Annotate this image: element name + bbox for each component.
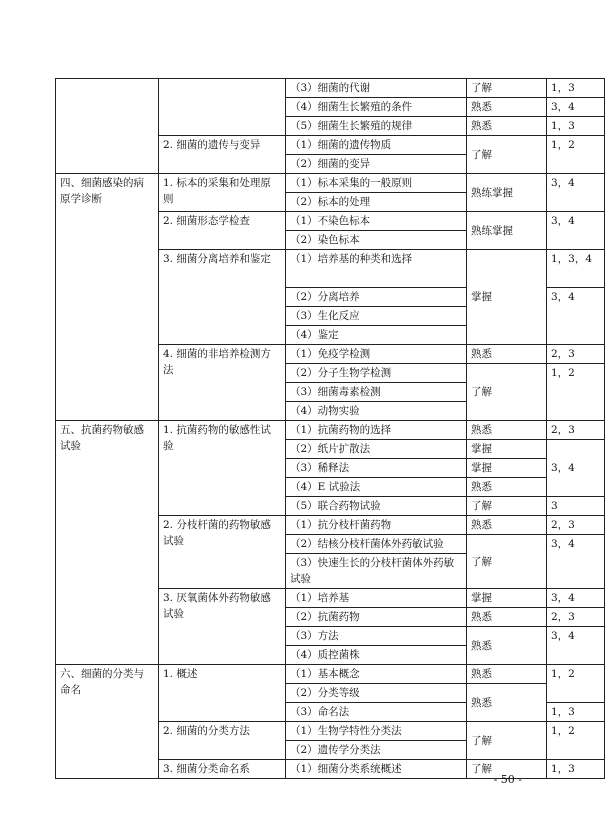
hours-cell: 3，4	[547, 440, 605, 497]
hours-cell: 1，2	[547, 665, 605, 703]
content-cell: （4）质控菌株	[286, 646, 467, 665]
content-cell: （2）染色标本	[286, 231, 467, 250]
hours-cell: 1，2	[547, 136, 605, 174]
syllabus-table	[55, 78, 605, 779]
hours-cell: 1，2	[547, 722, 605, 760]
content-cell: （2）纸片扩散法	[286, 440, 467, 459]
requirement-cell: 掌握	[467, 440, 547, 459]
hours-cell: 2，3	[547, 345, 605, 364]
hours-cell: 3，4	[547, 98, 605, 117]
hours-cell: 3，4	[547, 535, 605, 589]
hours-cell: 3，4	[547, 589, 605, 608]
hours-cell: 1，3	[547, 79, 605, 98]
content-cell: （1）抗分枝杆菌药物	[286, 516, 467, 535]
requirement-cell: 掌握	[467, 250, 547, 345]
topic-cell: 4. 细菌的非培养检测方法	[159, 345, 286, 421]
requirement-cell: 熟悉	[467, 478, 547, 497]
hours-cell: 1，3	[547, 760, 605, 779]
topic-cell: 1. 标本的采集和处理原则	[159, 174, 286, 212]
topic-cell	[159, 79, 286, 136]
hours-cell: 1，2	[547, 364, 605, 421]
content-cell: （3）命名法	[286, 703, 467, 722]
content-cell: （4）E 试验法	[286, 478, 467, 497]
content-cell: （1）细菌分类系统概述	[286, 760, 467, 779]
content-cell: （1）抗菌药物的选择	[286, 421, 467, 440]
requirement-cell: 熟悉	[467, 627, 547, 665]
requirement-cell: 熟悉	[467, 684, 547, 722]
content-cell: （4）动物实验	[286, 402, 467, 421]
unit-cell: 五、抗菌药物敏感试验	[56, 421, 159, 665]
content-cell: （2）分子生物学检测	[286, 364, 467, 383]
content-cell: （1）基本概念	[286, 665, 467, 684]
hours-cell: 3，4	[547, 627, 605, 665]
table-row	[56, 665, 605, 684]
content-cell: （5）细菌生长繁殖的规律	[286, 117, 467, 136]
hours-cell: 3，4	[547, 174, 605, 212]
hours-cell: 1，3	[547, 117, 605, 136]
content-cell: （2）抗菌药物	[286, 608, 467, 627]
topic-cell: 1. 概述	[159, 665, 286, 722]
content-cell: （1）细菌的遗传物质	[286, 136, 467, 155]
requirement-cell: 了解	[467, 497, 547, 516]
hours-cell: 2，3	[547, 421, 605, 440]
table-row	[56, 174, 605, 193]
unit-cell: 四、细菌感染的病原学诊断	[56, 174, 159, 421]
requirement-cell: 了解	[467, 722, 547, 760]
requirement-cell: 熟练掌握	[467, 174, 547, 212]
content-cell: （4）鉴定	[286, 326, 467, 345]
requirement-cell: 了解	[467, 136, 547, 174]
requirement-cell: 熟悉	[467, 98, 547, 117]
content-cell: （1）标本采集的一般原则	[286, 174, 467, 193]
requirement-cell: 熟练掌握	[467, 212, 547, 250]
content-cell: （2）遗传学分类法	[286, 741, 467, 760]
content-cell: （3）稀释法	[286, 459, 467, 478]
requirement-cell: 熟悉	[467, 345, 547, 364]
content-cell: （3）细菌的代谢	[286, 79, 467, 98]
content-cell: （1）培养基的种类和选择	[286, 250, 467, 288]
topic-cell: 2. 分枝杆菌的药物敏感试验	[159, 516, 286, 589]
hours-cell: 3，4	[547, 212, 605, 250]
content-cell: （2）分离培养	[286, 288, 467, 307]
content-cell: （2）分类等级	[286, 684, 467, 703]
unit-cell: 六、细菌的分类与命名	[56, 665, 159, 779]
requirement-cell: 掌握	[467, 459, 547, 478]
hours-cell: 3，4	[547, 288, 605, 345]
content-cell: （3）方法	[286, 627, 467, 646]
hours-cell: 1，3，4	[547, 250, 605, 288]
topic-cell: 2. 细菌的遗传与变异	[159, 136, 286, 174]
content-cell: （4）细菌生长繁殖的条件	[286, 98, 467, 117]
hours-cell: 1，3	[547, 703, 605, 722]
content-cell: （3）快速生长的分枝杆菌体外药敏试验	[286, 554, 467, 589]
content-cell: （1）免疫学检测	[286, 345, 467, 364]
requirement-cell: 熟悉	[467, 516, 547, 535]
hours-cell: 3	[547, 497, 605, 516]
topic-cell: 3. 厌氧菌体外药物敏感试验	[159, 589, 286, 665]
content-cell: （3）生化反应	[286, 307, 467, 326]
content-cell: （1）不染色标本	[286, 212, 467, 231]
unit-cell	[56, 79, 159, 174]
requirement-cell: 了解	[467, 760, 547, 779]
topic-cell: 2. 细菌的分类方法	[159, 722, 286, 760]
content-cell: （2）细菌的变异	[286, 155, 467, 174]
table-row	[56, 421, 605, 440]
topic-cell: 3. 细菌分离培养和鉴定	[159, 250, 286, 345]
content-cell: （1）培养基	[286, 589, 467, 608]
hours-cell: 2，3	[547, 516, 605, 535]
requirement-cell: 熟悉	[467, 608, 547, 627]
requirement-cell: 熟悉	[467, 665, 547, 684]
requirement-cell: 了解	[467, 535, 547, 589]
content-cell: （3）细菌毒素检测	[286, 383, 467, 402]
content-cell: （1）生物学特性分类法	[286, 722, 467, 741]
hours-cell: 2，3	[547, 608, 605, 627]
requirement-cell: 了解	[467, 79, 547, 98]
requirement-cell: 了解	[467, 364, 547, 421]
table-row	[56, 79, 605, 98]
content-cell: （5）联合药物试验	[286, 497, 467, 516]
content-cell: （2）结核分枝杆菌体外药敏试验	[286, 535, 467, 554]
topic-cell: 3. 细菌分类命名系	[159, 760, 286, 779]
requirement-cell: 熟悉	[467, 117, 547, 136]
requirement-cell: 熟悉	[467, 421, 547, 440]
requirement-cell: 掌握	[467, 589, 547, 608]
topic-cell: 1. 抗菌药物的敏感性试验	[159, 421, 286, 516]
content-cell: （2）标本的处理	[286, 193, 467, 212]
topic-cell: 2. 细菌形态学检查	[159, 212, 286, 250]
page-number: - 50 -	[493, 773, 522, 786]
